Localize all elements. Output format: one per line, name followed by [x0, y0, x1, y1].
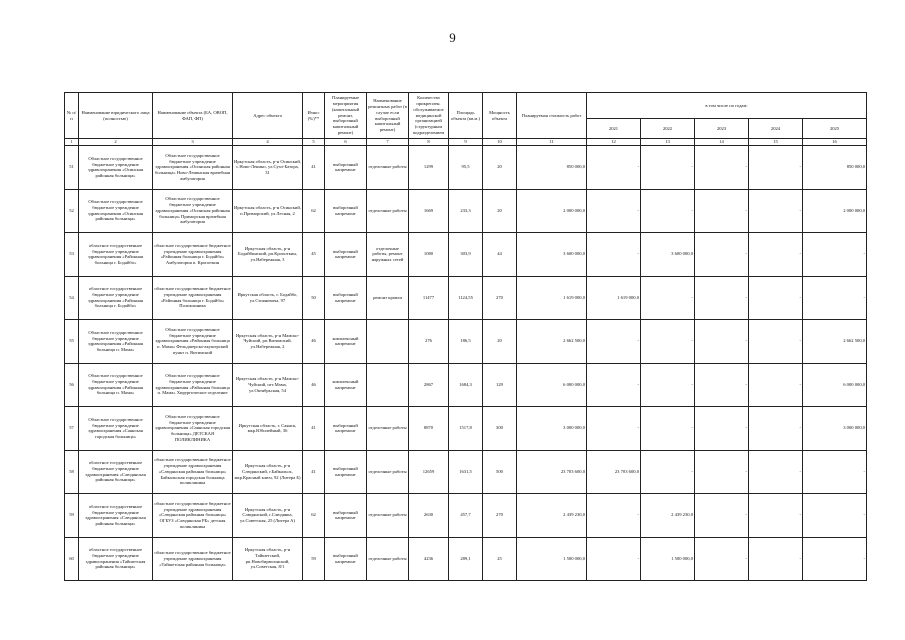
capacity-cell: 20 — [483, 320, 517, 364]
object-name-cell: областное государственное бюджетное учреждение здравоохранения «Слюдянская районная больница» Байкальская городская больница поликлиника — [153, 450, 233, 494]
table-row — [65, 320, 867, 364]
wear-cell: 46 — [303, 363, 325, 407]
page-number: 9 — [449, 30, 456, 45]
area-cell: 233,3 — [449, 189, 483, 233]
year-2021-cell: - — [587, 320, 641, 364]
table-row — [65, 363, 867, 407]
object-name-cell: областное государственное бюджетное учреждение здравоохранения «Тайшетская районная больница» — [153, 537, 233, 581]
year-2022-cell: 2 439 230,0 — [641, 494, 695, 538]
legal-entity-cell: областное государственное бюджетное учреждение здравоохранения «Тайшетская районная больница» — [79, 537, 153, 581]
area-cell: 1517,8 — [449, 407, 483, 451]
object-name-cell: областное государственное бюджетное учреждение здравоохранения «Слюдянская районная больница» ОГБУЗ «Слюдянская РБ» детская поликлиника — [153, 494, 233, 538]
column-index: 9 — [449, 139, 483, 146]
year-2024-cell: - — [749, 320, 803, 364]
col-legal-entity-header: Наименование юридического лица (полностью) — [79, 93, 153, 139]
legal-entity-cell: областное государственное бюджетное учреждение здравоохранения «Слюдянская районная больница» — [79, 494, 153, 538]
capacity-cell: 25 — [483, 537, 517, 581]
col-object-header: Наименование объекта (БА, ОВОП, ФАП, ФП) — [153, 93, 233, 139]
column-index: 11 — [517, 139, 587, 146]
works-cell: отделочные работы — [367, 537, 409, 581]
year-2025-cell: 2 000 000,0 — [803, 189, 867, 233]
object-name-cell: Областное государственное бюджетное учреждение здравоохранения «Районная больница п. Мама» Хирургическое отделение — [153, 363, 233, 407]
address-cell: Иркутская область, р-н Тайшетский, рп.Новобирюсинский, ул.Советская, 8/1 — [233, 537, 303, 581]
measure-cell: выборочный капремонт — [325, 276, 367, 320]
column-index: 14 — [695, 139, 749, 146]
year-2022-cell: - — [641, 450, 695, 494]
capacity-cell: 300 — [483, 407, 517, 451]
column-index: 1 — [65, 139, 79, 146]
measure-cell: выборочный капремонт — [325, 537, 367, 581]
wear-cell: 62 — [303, 189, 325, 233]
year-2024-cell: - — [749, 450, 803, 494]
year-2025-cell: - — [803, 537, 867, 581]
capacity-cell: 270 — [483, 276, 517, 320]
column-index: 7 — [367, 139, 409, 146]
address-cell: Иркутская область, р-н Слюдянский, г.Байкальск, мкр.Красный ключ, 92 (Литера Б) — [233, 450, 303, 494]
column-index: 6 — [325, 139, 367, 146]
total-cost-cell: 1 500 000,0 — [517, 537, 587, 581]
year-2021-cell: 1 619 000,0 — [587, 276, 641, 320]
column-index: 5 — [303, 139, 325, 146]
year-2025-cell: 850 000,0 — [803, 146, 867, 190]
year-2021-cell: - — [587, 537, 641, 581]
column-index: 13 — [641, 139, 695, 146]
year-2021-cell: - — [587, 146, 641, 190]
visits-cell: 1080 — [409, 233, 449, 277]
row-number: 52 — [65, 189, 79, 233]
column-index-row — [65, 139, 867, 146]
area-cell: 95,5 — [449, 146, 483, 190]
year-2021-cell: 23 703 600,0 — [587, 450, 641, 494]
column-index: 8 — [409, 139, 449, 146]
measure-cell: выборочный капремонт — [325, 146, 367, 190]
year-2024-cell: - — [749, 537, 803, 581]
total-cost-cell: 6 000 000,0 — [517, 363, 587, 407]
capacity-cell: 44 — [483, 233, 517, 277]
object-name-cell: областное государственное бюджетное учреждение здравоохранения «Районная больница г. Бодайбо» Амбулатория п. Кропоткин — [153, 233, 233, 277]
row-number: 59 — [65, 494, 79, 538]
year-2025-cell: - — [803, 494, 867, 538]
capacity-cell: 500 — [483, 450, 517, 494]
visits-cell: 1669 — [409, 189, 449, 233]
column-index: 16 — [803, 139, 867, 146]
works-cell — [367, 320, 409, 364]
legal-entity-cell: Областное государственное бюджетное учреждение здравоохранения «Районная больница п. Мама» — [79, 363, 153, 407]
object-name-cell: Областное государственное бюджетное учреждение здравоохранения «Саянская городская больница» ДЕТСКАЯ ПОЛИКЛИНИКА — [153, 407, 233, 451]
year-2022-cell: - — [641, 276, 695, 320]
year-header: 2021 — [587, 119, 641, 139]
works-cell: отделочные работы — [367, 494, 409, 538]
legal-entity-cell: областное государственное бюджетное учреждение здравоохранения «Слюдянская районная больница» — [79, 450, 153, 494]
year-2021-cell: - — [587, 233, 641, 277]
year-2024-cell: - — [749, 494, 803, 538]
wear-cell: 41 — [303, 407, 325, 451]
works-cell: ремонт кровли — [367, 276, 409, 320]
row-number: 55 — [65, 320, 79, 364]
wear-cell: 45 — [303, 233, 325, 277]
visits-cell: 12659 — [409, 450, 449, 494]
table-row — [65, 276, 867, 320]
legal-entity-cell: Областное государственное бюджетное учреждение здравоохранения «Районная больница п. Мама» — [79, 320, 153, 364]
year-2021-cell: - — [587, 407, 641, 451]
year-2025-cell: 2 662 500,0 — [803, 320, 867, 364]
row-number: 56 — [65, 363, 79, 407]
year-2024-cell: - — [749, 407, 803, 451]
year-header: 2025 — [803, 119, 867, 139]
year-2023-cell: - — [695, 276, 749, 320]
visits-cell: 11477 — [409, 276, 449, 320]
address-cell: Иркутская область, р-н Слюдянский, г.Слюдянка, ул.Советская, 25 (Литера А) — [233, 494, 303, 538]
year-2023-cell: - — [695, 233, 749, 277]
year-header: 2023 — [695, 119, 749, 139]
year-2024-cell: - — [749, 363, 803, 407]
row-number: 51 — [65, 146, 79, 190]
column-index: 4 — [233, 139, 303, 146]
legal-entity-cell: Областное государственное бюджетное учреждение здравоохранения «Саянская городская больница» — [79, 407, 153, 451]
total-cost-cell: 3 000 000,0 — [517, 407, 587, 451]
year-2024-cell: - — [749, 276, 803, 320]
wear-cell: 62 — [303, 494, 325, 538]
table-row — [65, 233, 867, 277]
capacity-cell: 20 — [483, 189, 517, 233]
address-cell: Иркутская область, р-н Мамско-Чуйский, рп.Витимский, ул.Набережная, 2 — [233, 320, 303, 364]
address-cell: Иркутская область, р-н Бодайбинский, рп.Кропоткин, ул.Набережная, 3 — [233, 233, 303, 277]
capacity-cell: 20 — [483, 146, 517, 190]
row-number: 54 — [65, 276, 79, 320]
year-2023-cell: - — [695, 189, 749, 233]
year-2024-cell: - — [749, 189, 803, 233]
total-cost-cell: 23 703 600,0 — [517, 450, 587, 494]
address-cell: Иркутская область, г. Саянск, мкр.Юбилейный, 36 — [233, 407, 303, 451]
by-years-header: в том числе по годам: — [587, 93, 867, 119]
measure-cell: комплексный капремонт — [325, 320, 367, 364]
year-header: 2024 — [749, 119, 803, 139]
wear-cell: 41 — [303, 146, 325, 190]
measure-cell: выборочный капремонт — [325, 189, 367, 233]
table-row — [65, 189, 867, 233]
row-number: 58 — [65, 450, 79, 494]
table-row — [65, 450, 867, 494]
works-cell: отделочные работы — [367, 450, 409, 494]
column-index: 2 — [79, 139, 153, 146]
capacity-cell: 129 — [483, 363, 517, 407]
year-2021-cell: - — [587, 189, 641, 233]
address-cell: Иркутская область, р-н Осинский, п.Приморский, ул.Лесная, 2 — [233, 189, 303, 233]
row-number: 53 — [65, 233, 79, 277]
capacity-cell: 270 — [483, 494, 517, 538]
visits-cell: 8870 — [409, 407, 449, 451]
year-2025-cell: - — [803, 233, 867, 277]
column-index: 15 — [749, 139, 803, 146]
table-row — [65, 146, 867, 190]
address-cell: Иркутская область, р-н Осинский, с.Ново-Ленино, ул.Сухэ-Батора, 31 — [233, 146, 303, 190]
table-row — [65, 537, 867, 581]
total-cost-cell: 3 600 000,0 — [517, 233, 587, 277]
year-2022-cell: - — [641, 320, 695, 364]
visits-cell: 4236 — [409, 537, 449, 581]
column-index: 3 — [153, 139, 233, 146]
row-number: 60 — [65, 537, 79, 581]
measure-cell: выборочный капремонт — [325, 494, 367, 538]
legal-entity-cell: Областное государственное бюджетное учреждение здравоохранения «Осинская районная больница» — [79, 146, 153, 190]
measure-cell: выборочный капремонт — [325, 233, 367, 277]
col-total-cost-header: Планируемая стоимость работ — [517, 93, 587, 139]
legal-entity-cell: областное государственное бюджетное учреждение здравоохранения «Районная больница г. Бодайбо» — [79, 233, 153, 277]
year-2023-cell: - — [695, 494, 749, 538]
year-header: 2022 — [641, 119, 695, 139]
works-cell: отделочные работы, ремонт наружных сетей — [367, 233, 409, 277]
area-cell: 303,9 — [449, 233, 483, 277]
object-name-cell: Областное государственное бюджетное учреждение здравоохранения «Осинская районная больница» Приморская врачебная амбулатория — [153, 189, 233, 233]
total-cost-cell: 1 619 000,0 — [517, 276, 587, 320]
legal-entity-cell: областное государственное бюджетное учреждение здравоохранения «Районная больница г. Бодайбо» — [79, 276, 153, 320]
year-2022-cell: - — [641, 189, 695, 233]
year-2024-cell: - — [749, 233, 803, 277]
year-2023-cell: - — [695, 407, 749, 451]
year-2022-cell: 3 600 000,0 — [641, 233, 695, 277]
total-cost-cell: 2 662 500,0 — [517, 320, 587, 364]
address-cell: Иркутская область, р-н Мамско-Чуйский, пгт.Мама, ул.Октябрьская, 54 — [233, 363, 303, 407]
year-2022-cell: - — [641, 363, 695, 407]
works-cell: отделочные работы — [367, 189, 409, 233]
year-2022-cell: - — [641, 407, 695, 451]
year-2021-cell: - — [587, 363, 641, 407]
year-2022-cell: - — [641, 146, 695, 190]
area-cell: 289,1 — [449, 537, 483, 581]
wear-cell: 50 — [303, 276, 325, 320]
legal-entity-cell: Областное государственное бюджетное учреждение здравоохранения «Осинская районная больница» — [79, 189, 153, 233]
wear-cell: 46 — [303, 320, 325, 364]
year-2023-cell: - — [695, 363, 749, 407]
measure-cell: выборочный капремонт — [325, 450, 367, 494]
year-2023-cell: - — [695, 537, 749, 581]
table-row — [65, 494, 867, 538]
year-2025-cell: 6 000 000,0 — [803, 363, 867, 407]
area-cell: 1631,5 — [449, 450, 483, 494]
col-num-header: № п/п — [65, 93, 79, 139]
year-2023-cell: - — [695, 320, 749, 364]
area-cell: 1124,55 — [449, 276, 483, 320]
table-row — [65, 407, 867, 451]
total-cost-cell: 2 439 230,0 — [517, 494, 587, 538]
works-cell: отделочные работы — [367, 146, 409, 190]
visits-cell: 1299 — [409, 146, 449, 190]
works-cell: отделочные работы — [367, 407, 409, 451]
col-area-header: Площадь объекта (кв.м.) — [449, 93, 483, 139]
area-cell: 457,7 — [449, 494, 483, 538]
address-cell: Иркутская область, г. Бодайбо, ул.Стояновича, 97 — [233, 276, 303, 320]
year-2025-cell: - — [803, 276, 867, 320]
works-cell — [367, 363, 409, 407]
total-cost-cell: 850 000,0 — [517, 146, 587, 190]
object-name-cell: Областное государственное бюджетное учреждение здравоохранения «Осинская районная больница» Ново-Ленинская врачебная амбулатория — [153, 146, 233, 190]
col-wear-header: Износ (%)** — [303, 93, 325, 139]
measure-cell: выборочный капремонт — [325, 407, 367, 451]
year-2023-cell: - — [695, 146, 749, 190]
area-cell: 186,5 — [449, 320, 483, 364]
capital-repair-table — [64, 92, 867, 581]
col-measures-header: Планируемые мероприятия (капитальный ремонт, выборочный капитальный ремонт) — [325, 93, 367, 139]
object-name-cell: областное государственное бюджетное учреждение здравоохранения «Районная больница г. Бодайбо» Поликлиника — [153, 276, 233, 320]
year-2024-cell: - — [749, 146, 803, 190]
visits-cell: 276 — [409, 320, 449, 364]
total-cost-cell: 2 000 000,0 — [517, 189, 587, 233]
wear-cell: 41 — [303, 450, 325, 494]
year-2023-cell: - — [695, 450, 749, 494]
object-name-cell: Областное государственное бюджетное учреждение здравоохранения «Районная больница п. Мама» Фельдшерско-акушерский пункт п. Витимский — [153, 320, 233, 364]
column-index: 10 — [483, 139, 517, 146]
col-visits-header: Количество прикреплен. обслуживаемое медицинской организацией (структурным подразделением — [409, 93, 449, 139]
col-address-header: Адрес объекта — [233, 93, 303, 139]
visits-cell: 2867 — [409, 363, 449, 407]
area-cell: 1684,3 — [449, 363, 483, 407]
visits-cell: 2630 — [409, 494, 449, 538]
row-number: 57 — [65, 407, 79, 451]
measure-cell: комплексный капремонт — [325, 363, 367, 407]
col-capacity-header: Мощность объекта — [483, 93, 517, 139]
col-works-header: Наименование ремонтных работ (в случае если выборочный капитальный ремонт) — [367, 93, 409, 139]
year-2022-cell: 1 500 000,0 — [641, 537, 695, 581]
year-2021-cell: - — [587, 494, 641, 538]
year-2025-cell: 3 000 000,0 — [803, 407, 867, 451]
column-index: 12 — [587, 139, 641, 146]
year-2025-cell: - — [803, 450, 867, 494]
wear-cell: 59 — [303, 537, 325, 581]
